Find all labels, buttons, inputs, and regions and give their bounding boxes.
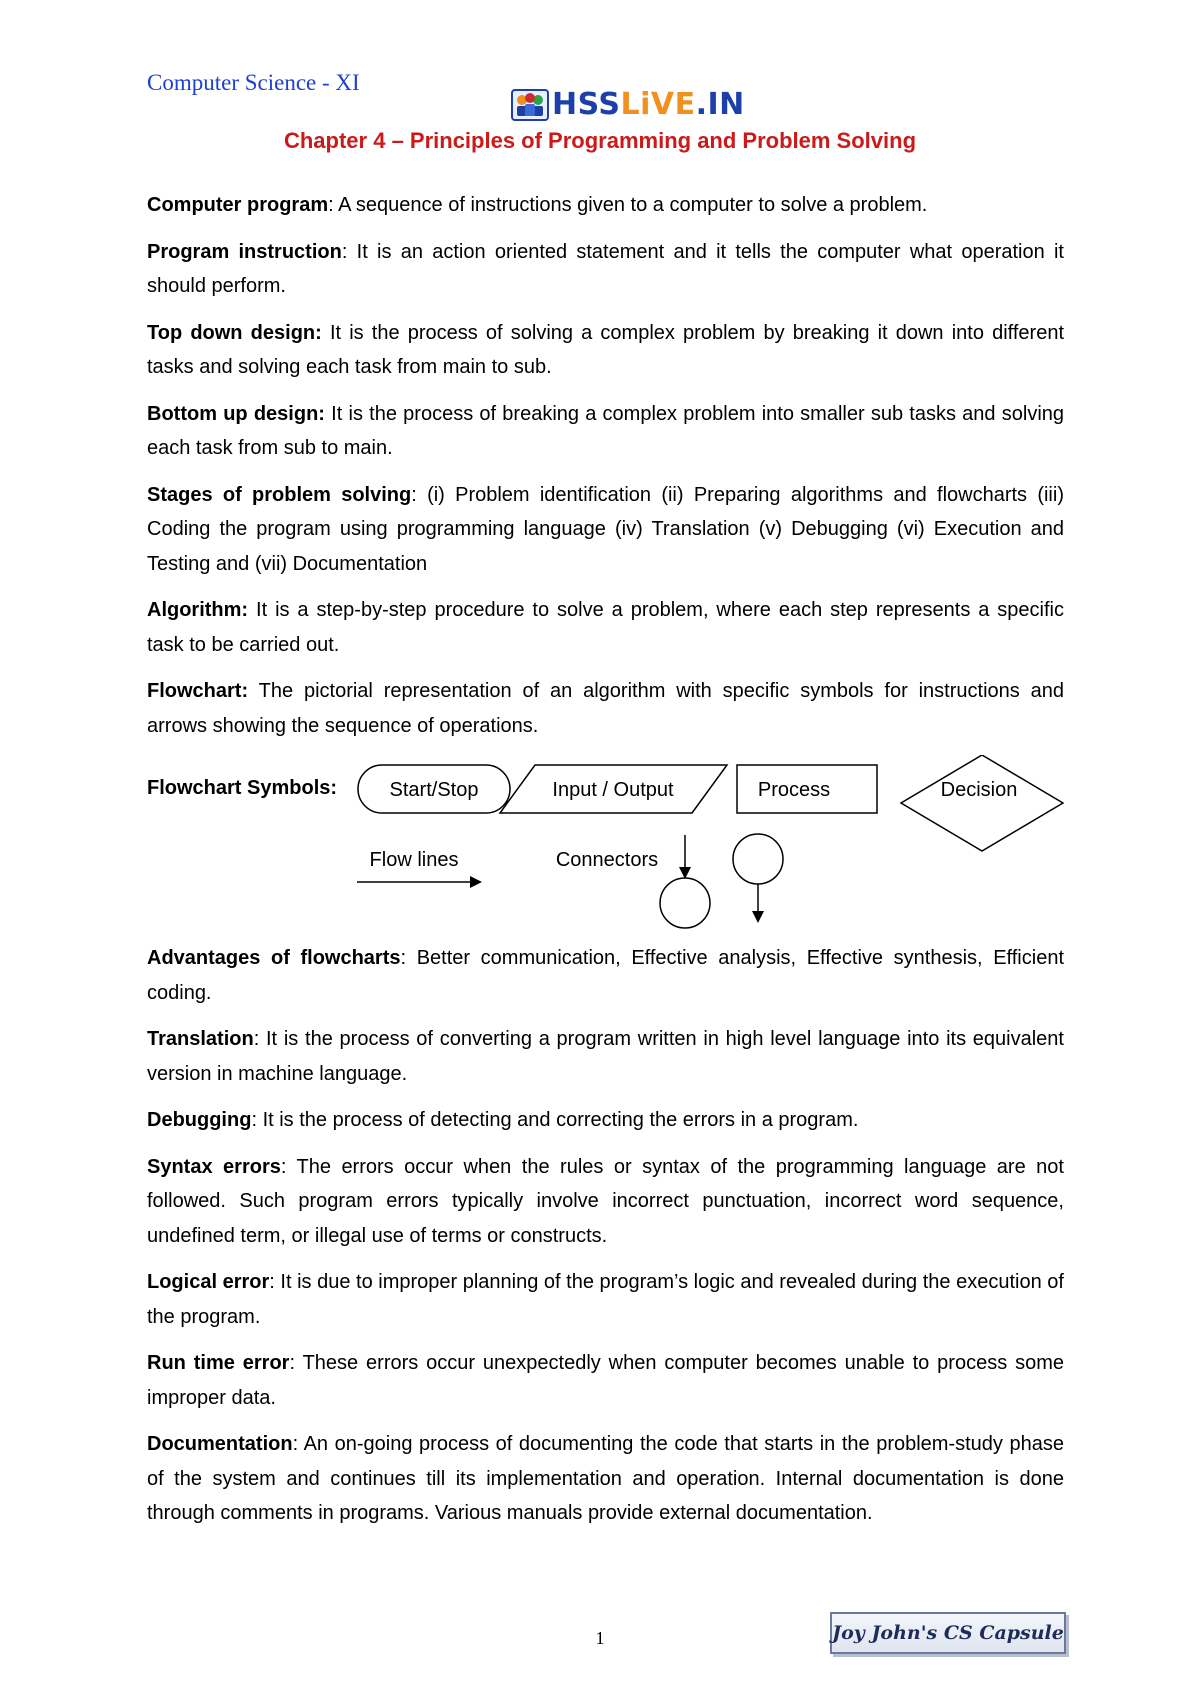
- definition-paragraph: [147, 1022, 1064, 1091]
- connector-in-arrowhead: [679, 867, 691, 879]
- definition-term: Syntax errors: [147, 1155, 281, 1178]
- definition-text: It is the process of detecting and correcting the errors in a program.: [262, 1109, 859, 1131]
- definition-term: Logical error: [147, 1271, 270, 1293]
- connectors-label: Connectors: [555, 849, 659, 871]
- cs-capsule-badge: Joy John's CS Capsule: [830, 1612, 1066, 1654]
- definition-paragraph: [147, 397, 1064, 466]
- definition-text: These errors occur unexpectedly when computer becomes unable to process some improper data.: [147, 1352, 1064, 1409]
- definition-text: It is a step-by-step procedure to solve a problem, where each step represents a specific task to be carried out.: [147, 599, 1064, 656]
- definition-term: Computer program: [147, 194, 329, 216]
- definition-separator: :: [269, 1271, 281, 1293]
- definition-separator: [248, 680, 259, 702]
- definition-text: It is due to improper planning of the program’s logic and revealed during the execution of the program.: [147, 1271, 1064, 1328]
- definition-text: It is the process of solving a complex problem by breaking it down into different tasks and solving each task from main to sub.: [147, 321, 1065, 378]
- definition-term: Advantages of flowcharts: [147, 947, 401, 969]
- connector-circle-top: [733, 834, 783, 884]
- start-stop-label: Start/Stop: [389, 779, 479, 801]
- definition-text: An on-going process of documenting the code that starts in the problem-study phase of the system and continues till its implementation and operation. Internal documentation is done through comments in programs. Various manuals provide external documentation.: [147, 1433, 1064, 1524]
- definition-text: It is an action oriented statement and it tells the computer what operation it should perform.: [147, 240, 1064, 297]
- definition-separator: :: [341, 240, 357, 263]
- definition-paragraph: [147, 188, 1064, 223]
- definition-term: Run time error: [147, 1352, 290, 1374]
- hsslive-logo: [510, 84, 745, 124]
- definition-paragraph: [147, 674, 1064, 743]
- definitions-group-2: [147, 941, 1064, 1531]
- process-label: Process: [757, 779, 831, 801]
- page-number: 1: [595, 1628, 605, 1648]
- definition-term: Stages of problem solving: [147, 483, 412, 506]
- flowchart-symbols-diagram: [147, 755, 1064, 933]
- definition-term: Algorithm:: [147, 599, 249, 621]
- definition-paragraph: [147, 235, 1064, 304]
- notes-content: [147, 188, 1064, 1543]
- definition-separator: :: [400, 947, 417, 969]
- definition-text: Better communication, Effective analysis, Effective synthesis, Efficient coding.: [147, 947, 1064, 1004]
- definition-paragraph: [147, 1265, 1064, 1334]
- definition-term: Translation: [147, 1028, 254, 1050]
- definition-separator: :: [280, 1155, 297, 1178]
- definition-term: Top down design:: [147, 321, 322, 344]
- definition-paragraph: [147, 593, 1064, 662]
- definition-term: Flowchart:: [147, 680, 249, 702]
- definition-separator: :: [251, 1109, 263, 1131]
- definition-text: It is the process of breaking a complex problem into smaller sub tasks and solving each task from sub to main.: [147, 402, 1065, 459]
- definition-separator: :: [292, 1433, 304, 1455]
- flow-lines-label: Flow lines: [369, 849, 459, 871]
- input-output-label: Input / Output: [552, 779, 674, 801]
- definition-text: (i) Problem identification (ii) Preparing algorithms and flowcharts (iii) Coding the program using programming language (iv) Translation (v) Debugging (vi) Execution and Testing and (vii) Documentation: [147, 483, 1064, 575]
- flowchart-symbols-label: Flowchart Symbols:: [147, 777, 338, 799]
- connector-circle-bottom: [660, 878, 710, 928]
- definition-term: Program instruction: [147, 240, 342, 263]
- definition-paragraph: [147, 1427, 1064, 1531]
- definition-text: A sequence of instructions given to a computer to solve a problem.: [338, 194, 928, 216]
- decision-symbol: [901, 755, 1063, 851]
- definition-separator: [322, 322, 330, 344]
- subject-header: Computer Science - XI: [147, 70, 360, 95]
- logo-text: HSSLiVE.IN: [552, 86, 745, 122]
- definition-separator: :: [328, 194, 339, 216]
- flow-line-arrowhead: [470, 876, 482, 888]
- students-logo-icon: [510, 84, 550, 124]
- definition-term: Bottom up design:: [147, 402, 325, 425]
- flowchart-symbols: [147, 755, 1064, 933]
- definition-separator: :: [289, 1352, 303, 1374]
- definition-separator: :: [411, 483, 428, 506]
- definitions-group-1: [147, 188, 1064, 743]
- chapter-title: Chapter 4 – Principles of Programming and Problem Solving: [283, 128, 917, 153]
- definition-term: Documentation: [147, 1433, 293, 1455]
- connector-out-arrowhead: [752, 911, 764, 923]
- definition-text: The pictorial representation of an algorithm with specific symbols for instructions and arrows showing the sequence of operations.: [147, 680, 1064, 737]
- decision-label: Decision: [940, 779, 1018, 801]
- definition-separator: [248, 599, 256, 621]
- definition-separator: :: [253, 1028, 266, 1050]
- definition-paragraph: [147, 1150, 1064, 1254]
- definition-text: The errors occur when the rules or syntax of the programming language are not followed. Such program errors typically involve incorrect punctuation, incorrect word sequence, undefined term, or illegal use of terms or constructs.: [147, 1155, 1064, 1247]
- definition-paragraph: [147, 478, 1064, 582]
- definition-paragraph: [147, 316, 1064, 385]
- definition-paragraph: [147, 1103, 1064, 1138]
- definition-paragraph: [147, 941, 1064, 1010]
- definition-text: It is the process of converting a program written in high level language into its equivalent version in machine language.: [147, 1028, 1064, 1085]
- definition-term: Debugging: [147, 1109, 252, 1131]
- definition-paragraph: [147, 1346, 1064, 1415]
